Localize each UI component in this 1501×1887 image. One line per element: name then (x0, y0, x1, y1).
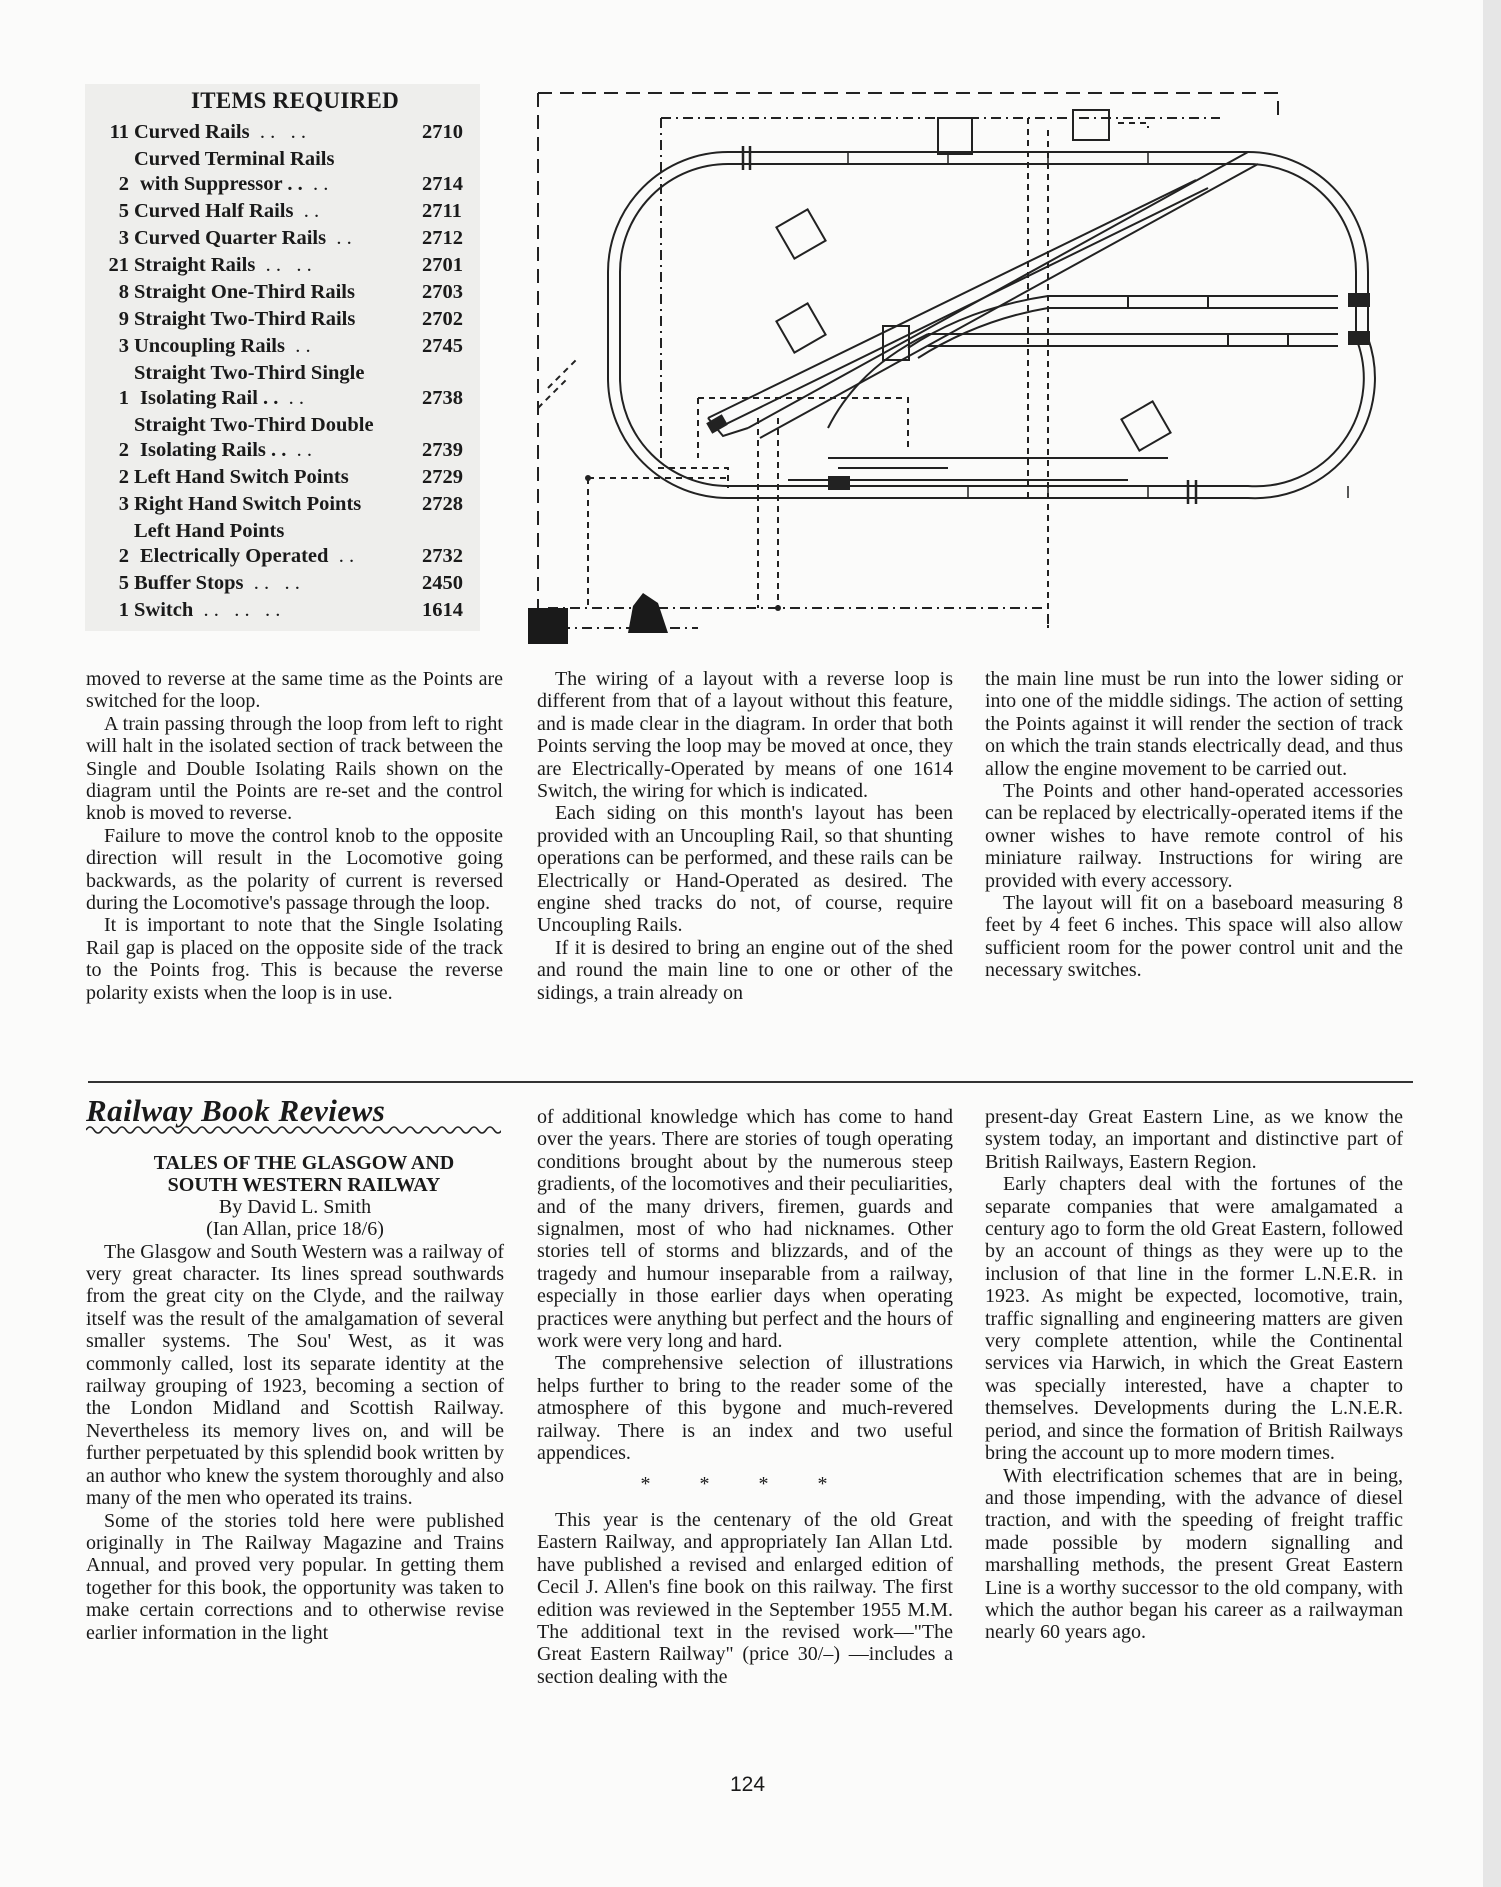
paragraph: present-day Great Eastern Line, as we know the system today, an important and distinctive part of British Railways, Eastern Region. (985, 1106, 1403, 1173)
item-row (91, 598, 474, 623)
book-publisher: (Ian Allan, price 18/6) (206, 1218, 384, 1241)
item-qty: 3 (118, 227, 129, 249)
item-row (91, 253, 474, 278)
item-catalogue-number: 2728 (422, 493, 463, 515)
item-qty: 1 (118, 387, 129, 409)
paragraph: the main line must be run into the lower siding or into one of the middle sidings. The action of setting the Points against it will render the section of track on which the train stands electrically dead, and thus allow the engine movement to be carried out. (985, 668, 1403, 780)
item-qty: 21 (108, 254, 129, 276)
wiring-line (1028, 118, 1048, 628)
item-catalogue-number: 2710 (422, 121, 463, 143)
item-catalogue-number: 2702 (422, 308, 463, 330)
paragraph: A train passing through the loop from left to right will halt in the isolated section of track between the Single and Double Isolating Rails shown on the diagram until the Points are re-set and the control knob is moved to reverse. (86, 712, 503, 825)
review-text-2a (537, 1106, 953, 1465)
switch-1614 (628, 593, 668, 633)
paragraph: Each siding on this month's layout has been provided with an Uncoupling Rail, so that shunting operations can be performed, and these rails can be Electrically or Hand-Operated as desired. The engine shed tracks do not, of course, require Uncoupling Rails. (537, 802, 953, 937)
item-row (91, 361, 474, 411)
paragraph: It is important to note that the Single Isolating Rail gap is placed on the opposite side of the track to the Points frog. This is because the reverse polarity exists when the loop is in use. (86, 914, 503, 1004)
item-qty: 8 (118, 281, 129, 303)
item-qty: 2 (118, 545, 129, 567)
section-stars: * * * * (640, 1472, 850, 1495)
article-col-2 (537, 668, 953, 1004)
item-row (91, 147, 474, 197)
book-author: By David L. Smith (218, 1195, 372, 1218)
item-qty: 5 (118, 572, 129, 594)
paragraph: If it is desired to bring an engine out of the shed and round the main line to one or other of the sidings, a train already on (537, 936, 953, 1004)
section-divider (88, 1081, 1413, 1083)
page-number: 124 (730, 1773, 766, 1796)
item-name: Curved Half Rails . . (134, 200, 320, 222)
main-line-outer (608, 152, 1375, 498)
item-qty: 11 (109, 121, 129, 143)
paragraph: Failure to move the control knob to the opposite direction will result in the Locomotive going backwards, as the polarity of current is reversed during the Locomotive's passage through the loop. (86, 824, 503, 915)
paragraph: The wiring of a layout with a reverse loop is different from that of a layout without this feature, and is made clear in the diagram. In order that both Points serving the loop may be moved at once, they are Electrically-Operated by means of one 1614 Switch, the wiring for which is indicated. (537, 668, 953, 803)
item-catalogue-number: 2712 (422, 227, 463, 249)
point-motor (1121, 401, 1170, 450)
review-text-2b (537, 1509, 953, 1688)
item-catalogue-number: 2729 (422, 466, 463, 488)
item-row (91, 199, 474, 224)
paragraph: of additional knowledge which has come to hand over the years. There are stories of tough operating conditions brought about by the numerous steep gradients, of the locomotives and their peculiarities, and of the many drivers, firemen, guards and signalmen, most of who had nicknames. Other stories tell of storms and blizzards, and of the tragedy and humour inseparable from a railway, especially in those earlier days when operating practices were anything but perfect and the hours of work were very long and hard. (537, 1106, 953, 1353)
item-name: Switch . . . . . . (134, 599, 281, 621)
item-name: Straight Rails . . . . (134, 254, 312, 276)
paragraph: moved to reverse at the same time as the Points are switched for the loop. (86, 668, 503, 713)
item-qty: 9 (118, 308, 129, 330)
decorative-wave (86, 1124, 501, 1136)
main-line-inner (620, 164, 1364, 486)
point-motor (1073, 110, 1109, 140)
item-catalogue-number: 2732 (422, 545, 463, 567)
item-row (91, 571, 474, 596)
item-qty: 2 (118, 439, 129, 461)
item-row (91, 492, 474, 517)
item-catalogue-number: 2450 (422, 572, 463, 594)
item-name: Buffer Stops . . . . (134, 572, 300, 594)
item-name: Straight Two-Third Single Isolating Rail . . . . (134, 362, 365, 409)
review-col-1 (86, 1093, 504, 1644)
item-catalogue-number: 2714 (422, 173, 463, 195)
power-control-unit (528, 608, 568, 644)
item-name: Straight One-Third Rails (134, 281, 355, 303)
item-name: Straight Two-Third Rails (134, 308, 356, 330)
paragraph: The comprehensive selection of illustrations helps further to bring to the reader some of the atmosphere of this bygone and much-revered railway. There is an index and two useful appendices. (537, 1352, 953, 1465)
item-name: Straight Two-Third Double Isolating Rails . . . . (134, 414, 374, 461)
item-name: Right Hand Switch Points (134, 493, 362, 515)
item-row (91, 465, 474, 490)
items-title: ITEMS REQUIRED (191, 88, 400, 113)
item-row (91, 226, 474, 251)
book-title-line-1: TALES OF THE GLASGOW AND (153, 1151, 455, 1174)
items-list (91, 120, 474, 623)
point-motor (776, 303, 825, 352)
paragraph: Early chapters deal with the fortunes of the separate companies that were amalgamated a century ago to form the old Great Eastern, followed by an account of things as they were up to the inclusion of that line in the former L.N.E.R. in 1923. As might be expected, locomotive, train, traffic signalling and engineering matters are given very complete attention, while the Continental services via Harwich, in which the Great Eastern was specially interested, have a chapter to themselves. Developments during the L.N.E.R. period, and since the formation of British Railways bring the account up to more modern times. (985, 1173, 1403, 1465)
paragraph: The Points and other hand-operated accessories can be replaced by electrically-operated items if the owner wishes to have remote control of his miniature railway. Instructions for wiring are provided with every accessory. (985, 780, 1403, 892)
items-required-box (85, 84, 480, 631)
book-title-line-2: SOUTH WESTERN RAILWAY (167, 1173, 441, 1196)
item-qty: 5 (118, 200, 129, 222)
point-motor (938, 118, 972, 154)
reviews-heading: Railway Book Reviews (86, 1093, 386, 1128)
item-name: Curved Quarter Rails . . (134, 227, 352, 249)
item-row (91, 413, 474, 463)
paragraph: This year is the centenary of the old Great Eastern Railway, and appropriately Ian Allan Ltd. have published a revised and enlarged edition of Cecil J. Allen's fine book on this railway. The first edition was reviewed in the September 1955 M.M. The additional text in the revised work—"The Great Eastern Railway" (price 30/–) —includes a section dealing with the (537, 1508, 953, 1688)
review-col-2 (537, 1106, 953, 1688)
buffer-stop (1348, 293, 1370, 307)
item-row (91, 120, 474, 145)
item-name: Curved Terminal Rails with Suppressor . . . . (134, 148, 335, 195)
item-row (91, 519, 474, 569)
paragraph: Some of the stories told here were published originally in The Railway Magazine and Trains Annual, and proved very popular. In getting them together for this book, the opportunity was taken to make certain corrections and to otherwise revise earlier information in the light (86, 1509, 504, 1644)
item-name: Left Hand Points Electrically Operated . . (134, 520, 355, 567)
article-col-1 (86, 668, 503, 1004)
review-col-3 (985, 1106, 1403, 1644)
item-qty: 3 (118, 335, 129, 357)
paragraph: With electrification schemes that are in being, and those impending, with the advance of diesel traction, and with the speeding of freight traffic made possible by modern signalling and marshalling methods, the present Great Eastern Line is a worthy successor to the old company, with which the author began his career as a railwayman nearly 60 years ago. (985, 1464, 1403, 1644)
review-text-1 (86, 1241, 504, 1644)
item-row (91, 280, 474, 305)
item-qty: 3 (118, 493, 129, 515)
article-col-3 (985, 668, 1403, 982)
item-row (91, 334, 474, 359)
item-catalogue-number: 2739 (422, 439, 463, 461)
item-qty: 1 (118, 599, 129, 621)
item-name: Left Hand Switch Points (134, 466, 349, 488)
item-row (91, 307, 474, 332)
track-layout-diagram (528, 88, 1408, 648)
page-edge (1483, 0, 1501, 1887)
buffer-stop (1348, 331, 1370, 345)
item-name: Curved Rails . . . . (134, 121, 306, 143)
item-name: Uncoupling Rails . . (134, 335, 311, 357)
item-catalogue-number: 2745 (422, 335, 463, 357)
item-catalogue-number: 2703 (422, 281, 463, 303)
buffer-stop (828, 476, 850, 490)
paragraph: The Glasgow and South Western was a railway of very great character. Its lines spread southwards from the great city on the Clyde, and the railway itself was the result of the amalgamation of several smaller systems. The Sou' West, as it was commonly called, lost its separate identity at the railway grouping of 1923, becoming a section of the London Midland and Scottish Railway. Nevertheless its memory lives on, and will be further perpetuated by this splendid book written by an author who knew the system thoroughly and also many of the men who operated its trains. (86, 1240, 504, 1510)
item-catalogue-number: 2711 (422, 200, 462, 222)
paragraph: The layout will fit on a baseboard measuring 8 feet by 4 feet 6 inches. This space will also allow sufficient room for the power control unit and the necessary switches. (985, 892, 1403, 982)
point-motor (776, 209, 825, 258)
item-qty: 2 (118, 466, 129, 488)
item-catalogue-number: 2738 (422, 387, 463, 409)
item-catalogue-number: 2701 (422, 254, 463, 276)
item-catalogue-number: 1614 (422, 599, 463, 621)
item-qty: 2 (118, 173, 129, 195)
